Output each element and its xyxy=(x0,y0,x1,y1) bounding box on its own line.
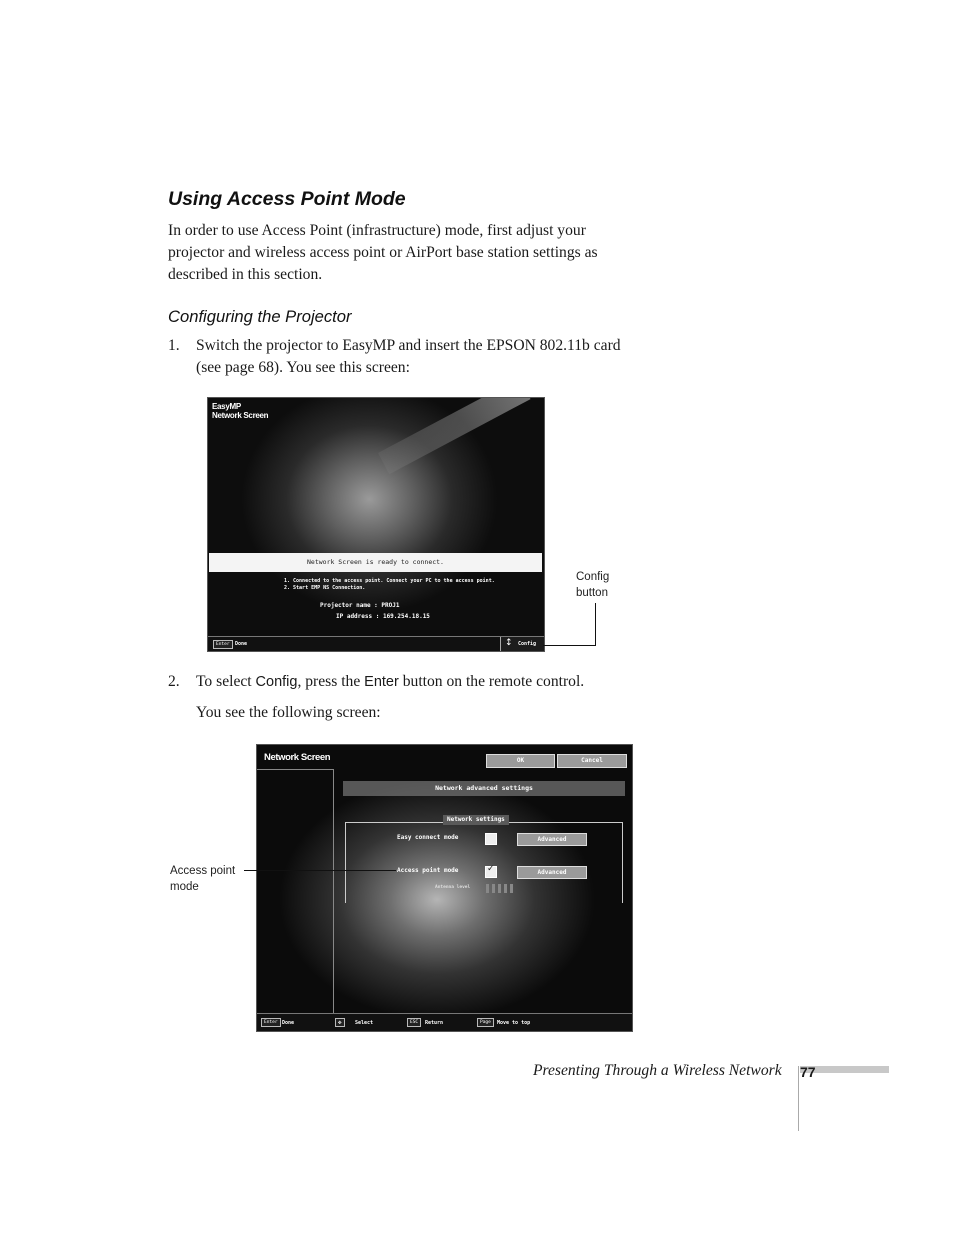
step-2-number: 2. xyxy=(168,673,180,690)
select-label: Select xyxy=(355,1020,374,1026)
instruction-1: 1. Connected to the access point. Connect your PC to the access point. xyxy=(284,578,495,584)
antenna-level-indicator xyxy=(486,884,514,893)
step-1-text: Switch the projector to EasyMP and insert the EPSON 802.11b card (see page 68). You see this screen: xyxy=(196,337,621,376)
ip-address: IP address : 169.254.18.15 xyxy=(336,613,430,620)
screen-title: Network Screen xyxy=(264,752,331,763)
access-point-mode-callout: Access point mode xyxy=(170,865,236,893)
page-number: 77 xyxy=(800,1064,816,1080)
step-2-mid: , press the xyxy=(297,673,365,690)
screen-footer-bar xyxy=(257,1013,632,1032)
ready-message-bar: Network Screen is ready to connect. xyxy=(209,553,542,572)
done-label: Done xyxy=(282,1020,295,1026)
projector-name: Projector name : PROJ1 xyxy=(320,602,400,609)
arrows-icon: ✥ xyxy=(335,1018,345,1027)
config-ui-term: Config xyxy=(255,674,298,690)
screen-title xyxy=(212,402,268,420)
title-divider xyxy=(257,769,333,770)
projector-info xyxy=(320,600,430,622)
easy-connect-checkbox[interactable] xyxy=(485,833,497,845)
move-to-top-label: Move to top xyxy=(497,1020,531,1026)
easymp-network-screen-screenshot xyxy=(207,397,545,652)
enter-key-icon: Enter xyxy=(213,640,233,649)
enter-ui-term: Enter xyxy=(364,674,399,690)
access-point-label: Access point mode xyxy=(397,867,459,874)
intro-paragraph: In order to use Access Point (infrastructure) mode, first adjust your projector and wireless access point or AirPort base station settings as described in this section. xyxy=(168,222,598,283)
access-point-advanced-button[interactable]: Advanced xyxy=(517,866,587,879)
step-1-number: 1. xyxy=(168,337,180,354)
config-label: Config xyxy=(518,641,537,647)
done-label: Done xyxy=(235,641,248,647)
screen-title-line2: Network Screen xyxy=(212,411,269,420)
config-button[interactable] xyxy=(500,637,545,652)
step-2-text xyxy=(196,671,656,693)
advanced-settings-title: Network advanced settings xyxy=(343,781,625,796)
easy-connect-label: Easy connect mode xyxy=(397,834,459,841)
section-heading: Using Access Point Mode xyxy=(168,188,406,210)
instruction-2: 2. Start EMP NS Connection. xyxy=(284,585,366,591)
network-advanced-settings-screenshot xyxy=(256,744,633,1032)
network-settings-title: Network settings xyxy=(443,815,509,825)
enter-key-icon: Enter xyxy=(261,1018,281,1027)
checkmark-icon: ✓ xyxy=(487,864,495,874)
connection-instructions xyxy=(284,578,495,592)
easy-connect-advanced-button[interactable]: Advanced xyxy=(517,833,587,846)
antenna-level-label: Antenna level xyxy=(435,885,471,890)
footer-rule xyxy=(798,1066,799,1131)
callout-line-vertical xyxy=(595,603,596,646)
page-key-icon: Page xyxy=(477,1018,494,1027)
sidebar-divider xyxy=(333,769,334,1013)
config-button-callout: Config button xyxy=(576,571,610,599)
return-label: Return xyxy=(425,1020,444,1026)
ok-button[interactable]: OK xyxy=(486,754,555,768)
cancel-button[interactable]: Cancel xyxy=(557,754,627,768)
subsection-heading: Configuring the Projector xyxy=(168,307,352,326)
footer-chapter-title: Presenting Through a Wireless Network xyxy=(533,1062,782,1079)
screen-title-line1: EasyMP xyxy=(212,402,241,411)
callout-line xyxy=(244,870,396,871)
screen-footer-bar xyxy=(208,636,544,652)
callout-line-horizontal xyxy=(543,645,596,646)
step-2-pre: To select xyxy=(196,673,256,690)
access-point-checkbox[interactable] xyxy=(485,866,497,878)
step-2-followup: You see the following screen: xyxy=(196,704,381,721)
config-icon: ↕ xyxy=(505,638,513,648)
esc-key-icon: ESC xyxy=(407,1018,421,1027)
step-2-post: button on the remote control. xyxy=(398,673,585,690)
